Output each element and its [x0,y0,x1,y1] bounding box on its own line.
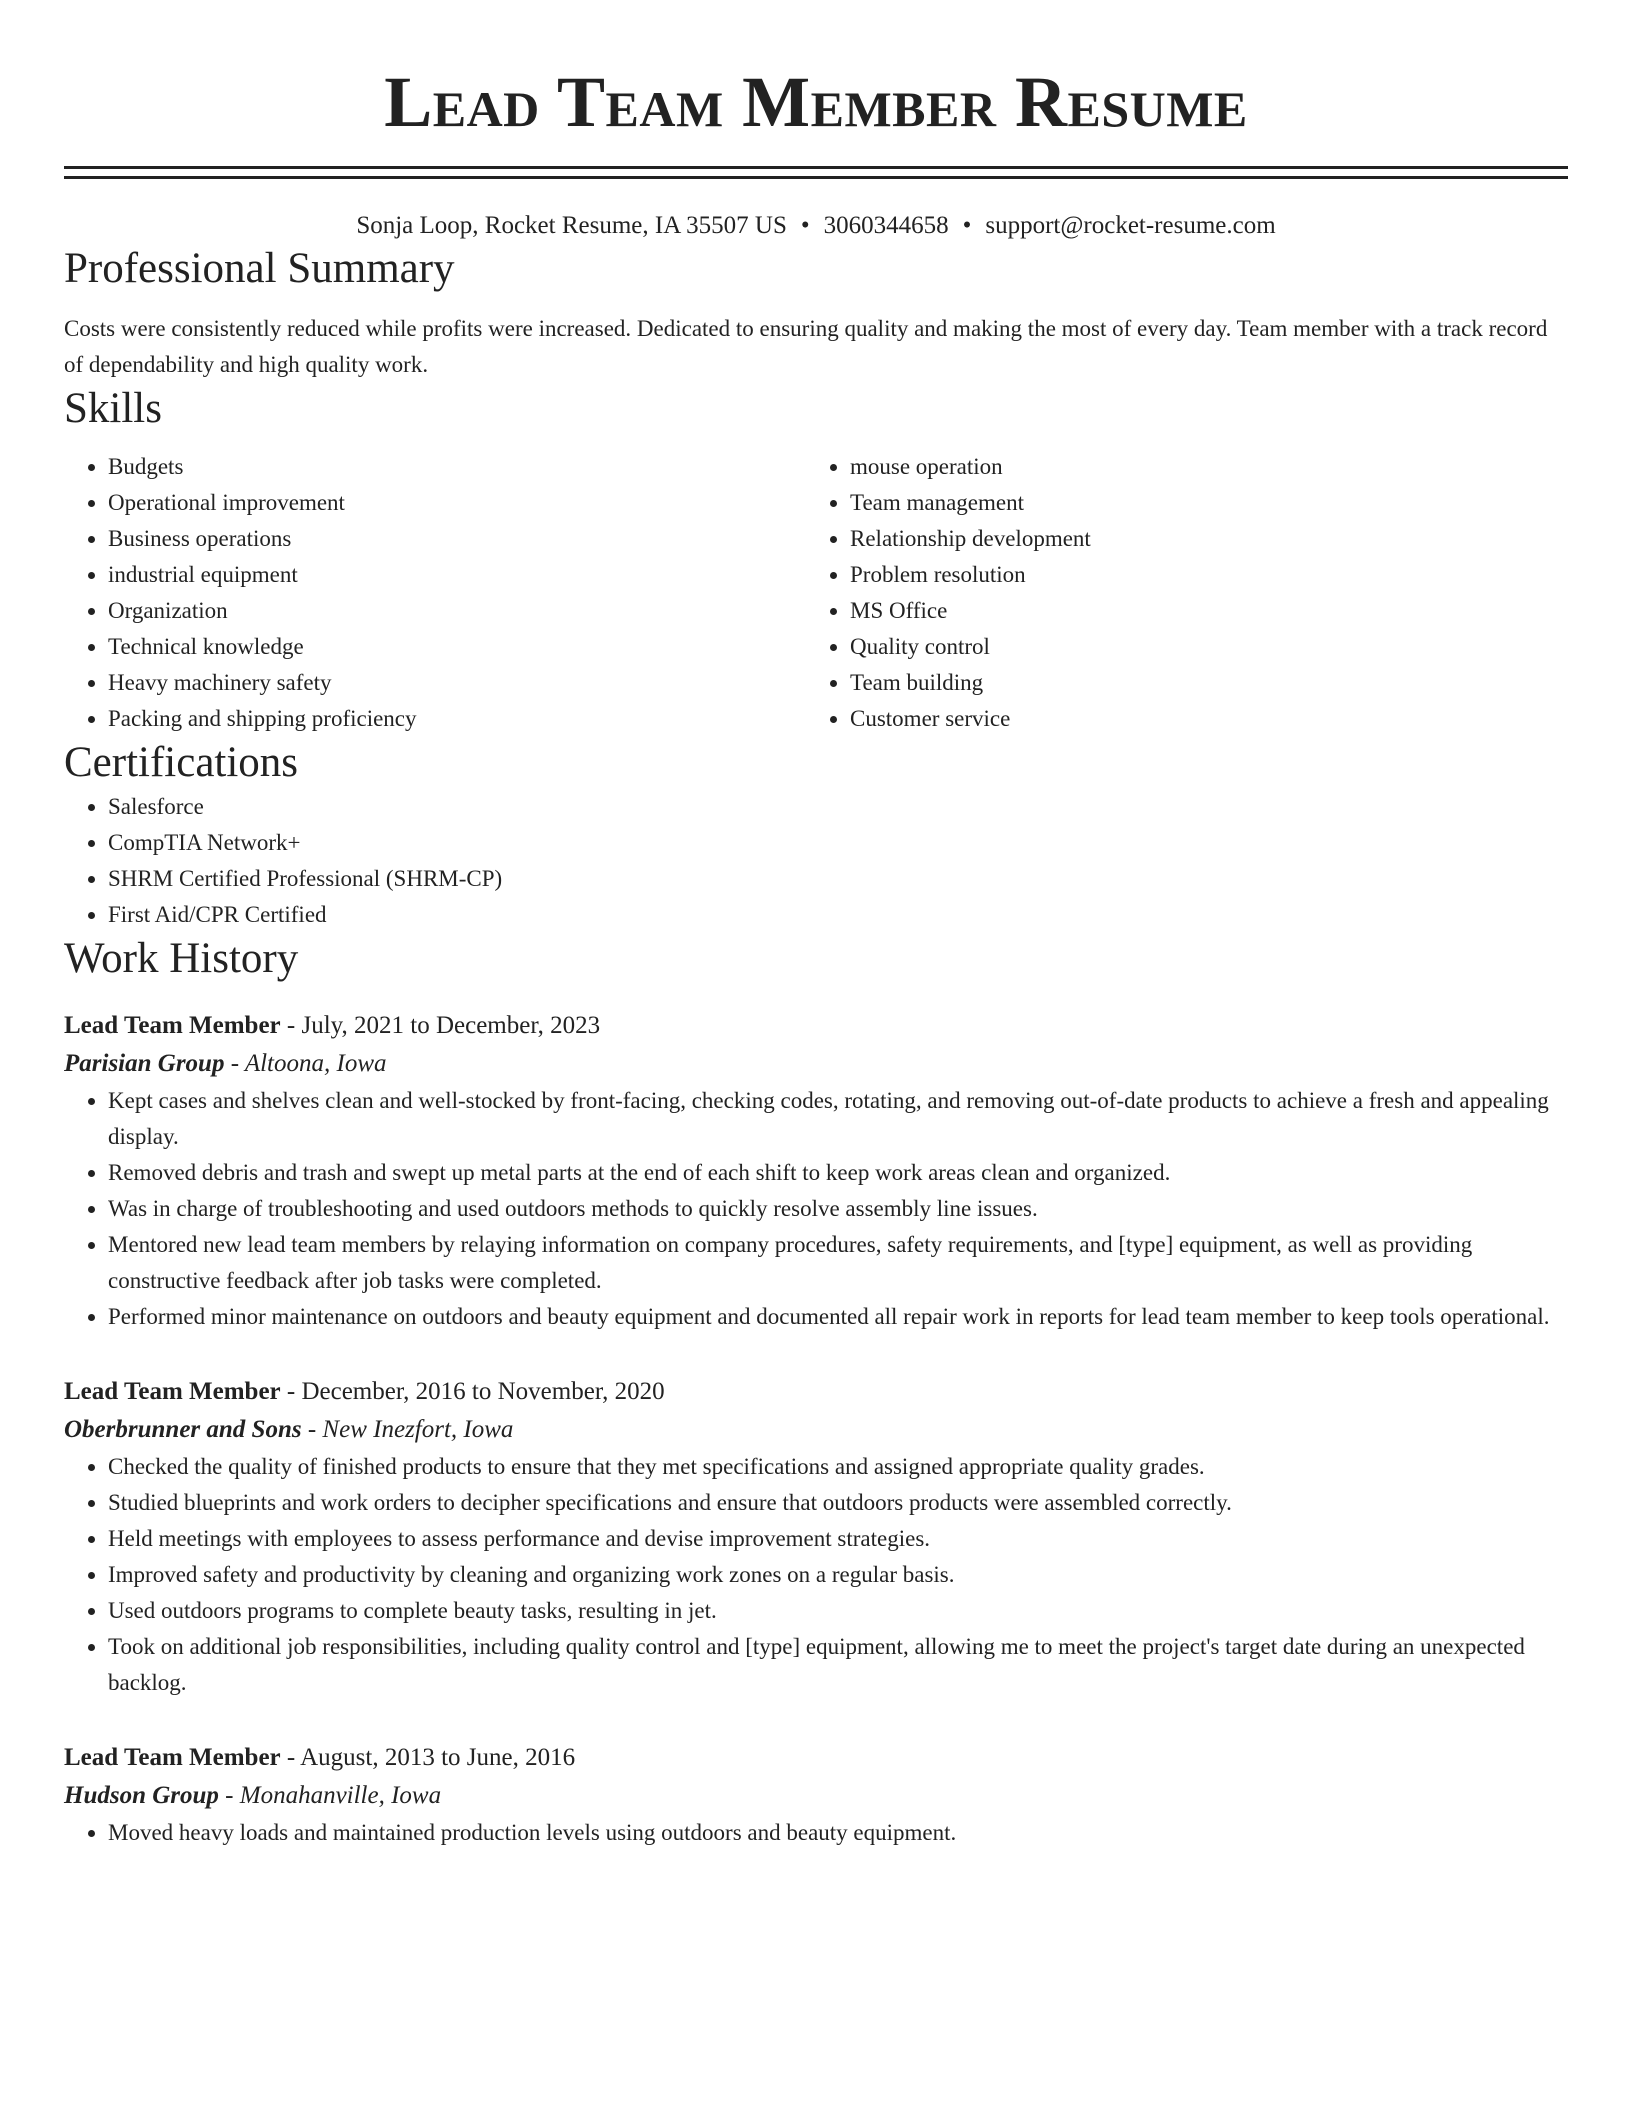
summary-text: Costs were consistently reduced while profits were increased. Dedicated to ensuring quality and making the most of every day. Team member with a track record of dependability and high quality work. [64,316,1548,377]
skill-item: • MS Office [850,593,1548,629]
skill-item: • Problem resolution [850,557,1548,593]
skills-column-right [806,449,1548,737]
job-duty: • Checked the quality of finished products to ensure that they met specifications and assigned appropriate quality grades. [108,1449,1568,1485]
job-duty: • Studied blueprints and work orders to decipher specifications and ensure that outdoors products were assembled correctly. [108,1485,1568,1521]
job-location: - Altoona, Iowa [224,1050,387,1077]
job-company: Parisian Group [64,1050,225,1077]
job-title-line [64,1739,1568,1777]
contact-phone: 3060344658 [823,212,949,239]
job-company-line [64,1045,1568,1083]
job-company: Hudson Group [64,1782,219,1809]
job-duty: • Held meetings with employees to assess performance and devise improvement strategies. [108,1521,1568,1557]
job-title-line [64,1007,1568,1045]
skill-item: • industrial equipment [108,557,806,593]
job-duties-list [64,1083,1568,1335]
job-dates: - December, 2016 to November, 2020 [280,1378,665,1405]
job-title: Lead Team Member [64,1012,281,1039]
resume-title: Lead Team Member Resume [384,62,1248,142]
certification-item: • First Aid/CPR Certified [108,897,1568,933]
job-duty: • Moved heavy loads and maintained production levels using outdoors and beauty equipment. [108,1815,1568,1851]
job-title: Lead Team Member [64,1378,281,1405]
skill-item: • Organization [108,593,806,629]
job-duty: • Improved safety and productivity by cleaning and organizing work zones on a regular basis. [108,1557,1568,1593]
job-entry [64,1373,1568,1701]
skill-item: • Business operations [108,521,806,557]
skill-item: • Customer service [850,701,1548,737]
skills-column-left [64,449,806,737]
job-company-line [64,1777,1568,1815]
certification-item: • SHRM Certified Professional (SHRM-CP) [108,861,1568,897]
job-entry [64,1007,1568,1335]
job-location: - Monahanville, Iowa [218,1782,442,1809]
job-title: Lead Team Member [64,1744,281,1771]
certifications-heading: Certifications [64,739,299,786]
skills-list [64,449,1568,737]
job-duty: • Performed minor maintenance on outdoors and beauty equipment and documented all repair work in reports for lead team member to keep tools operational. [108,1299,1568,1335]
skill-item: • Team building [850,665,1548,701]
skill-item: • Relationship development [850,521,1548,557]
skill-item: • Team management [850,485,1548,521]
skill-item: • Technical knowledge [108,629,806,665]
skill-item: • Operational improvement [108,485,806,521]
summary-heading: Professional Summary [64,245,455,292]
job-duty: • Used outdoors programs to complete beauty tasks, resulting in jet. [108,1593,1568,1629]
job-location: - New Inezfort, Iowa [301,1416,514,1443]
job-dates: - August, 2013 to June, 2016 [280,1744,576,1771]
work-history-heading: Work History [64,935,299,982]
certifications-list [64,789,1568,933]
job-duties-list [64,1449,1568,1701]
contact-address: Sonja Loop, Rocket Resume, IA 35507 US [356,212,787,239]
skill-item: • Packing and shipping proficiency [108,701,806,737]
contact-separator: • [962,212,972,239]
contact-separator: • [800,212,810,239]
job-duty: • Kept cases and shelves clean and well-stocked by front-facing, checking codes, rotating, and removing out-of-date products to achieve a fresh and appealing display. [108,1083,1568,1155]
job-duty: • Mentored new lead team members by relaying information on company procedures, safety requirements, and [type] equipment, as well as providing constructive feedback after job tasks were completed. [108,1227,1568,1299]
job-dates: - July, 2021 to December, 2023 [280,1012,601,1039]
skills-heading: Skills [64,385,162,432]
skill-item: • Quality control [850,629,1548,665]
job-company-line [64,1411,1568,1449]
title-divider [64,166,1568,179]
contact-line [64,209,1568,243]
skill-item: • Heavy machinery safety [108,665,806,701]
skill-item: • mouse operation [850,449,1548,485]
skill-item: • Budgets [108,449,806,485]
job-duty: • Took on additional job responsibilities, including quality control and [type] equipment, allowing me to meet the project's target date during an unexpected backlog. [108,1629,1568,1701]
job-entry [64,1739,1568,1851]
resume-page [64,0,1568,1851]
job-company: Oberbrunner and Sons [64,1416,302,1443]
certification-item: • CompTIA Network+ [108,825,1568,861]
job-duty: • Removed debris and trash and swept up metal parts at the end of each shift to keep work areas clean and organized. [108,1155,1568,1191]
job-title-line [64,1373,1568,1411]
certification-item: • Salesforce [108,789,1568,825]
contact-email: support@rocket-resume.com [985,212,1276,239]
job-duties-list [64,1815,1568,1851]
job-duty: • Was in charge of troubleshooting and used outdoors methods to quickly resolve assembly line issues. [108,1191,1568,1227]
